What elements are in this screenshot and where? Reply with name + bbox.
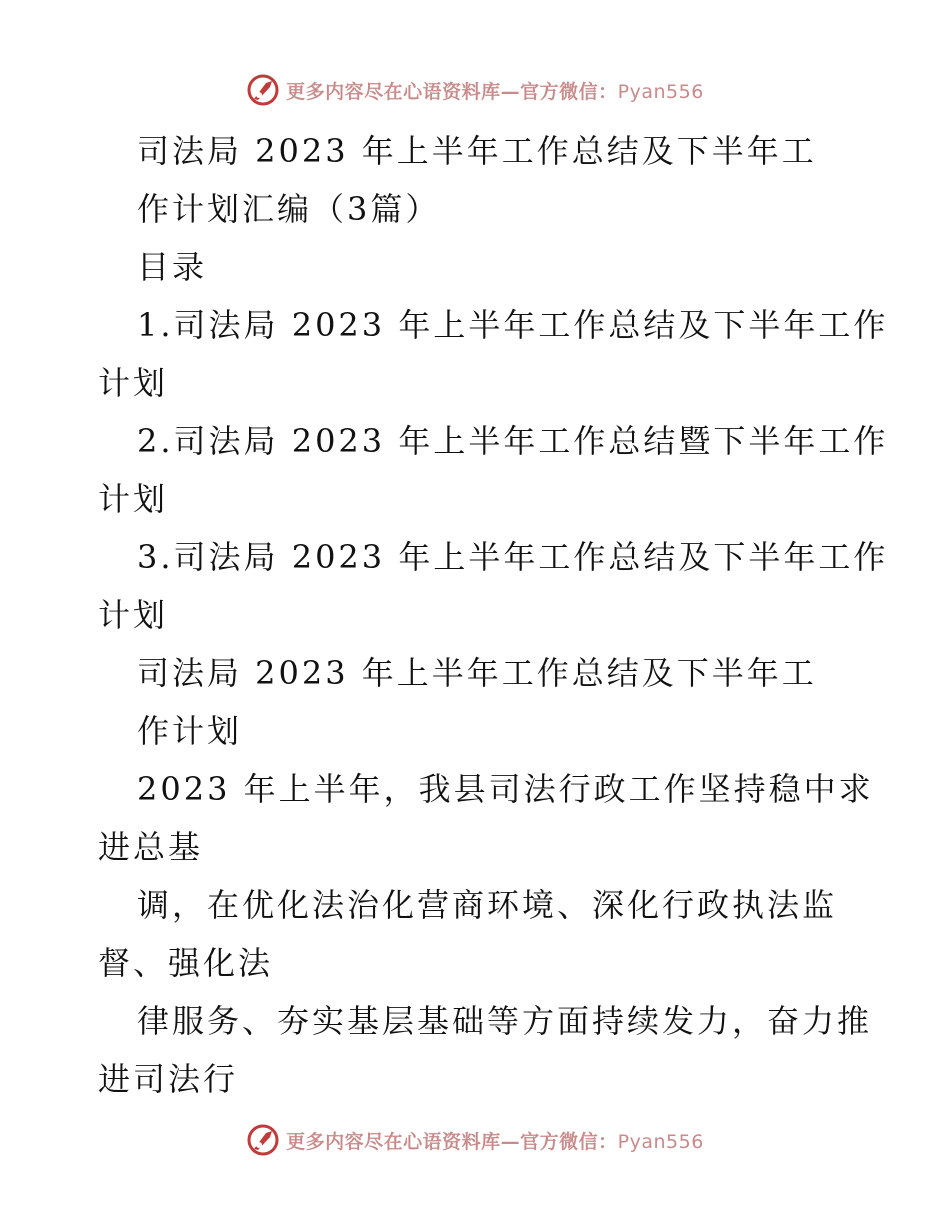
toc-heading: 目录 — [137, 248, 208, 286]
doc-title-line-1: 司法局 2023 年上半年工作总结及下半年工 — [137, 132, 817, 170]
paragraph-line-1: 2023 年上半年，我县司法行政工作坚持稳中求 — [137, 770, 874, 808]
paragraph-line-4: 督、强化法 — [98, 944, 274, 982]
toc-item-1: 1.司法局 2023 年上半年工作总结及下半年工作 — [137, 306, 889, 344]
header-watermark-text: 更多内容尽在心语资料库—官方微信：Pyan556 — [286, 80, 704, 103]
quill-logo-icon — [246, 1123, 280, 1157]
paragraph-line-5: 律服务、夯实基层基础等方面持续发力，奋力推 — [137, 1002, 873, 1040]
toc-item-2: 2.司法局 2023 年上半年工作总结暨下半年工作 — [137, 422, 889, 460]
quill-logo-icon — [246, 73, 280, 107]
doc-title-line-2: 作计划汇编（3篇） — [137, 190, 441, 228]
paragraph-line-6: 进司法行 — [98, 1060, 239, 1098]
header-watermark-banner — [0, 70, 950, 110]
toc-item-3-cont: 计划 — [98, 596, 169, 634]
footer-wechat-account: Pyan556 — [617, 1130, 704, 1153]
section-title-line-2: 作计划 — [137, 712, 243, 750]
header-wechat-account: Pyan556 — [617, 80, 704, 103]
paragraph-line-2: 进总基 — [98, 828, 204, 866]
toc-item-3: 3.司法局 2023 年上半年工作总结及下半年工作 — [137, 538, 889, 576]
toc-item-2-cont: 计划 — [98, 480, 169, 518]
document-body — [0, 122, 950, 1108]
paragraph-line-3: 调，在优化法治化营商环境、深化行政执法监 — [137, 886, 838, 924]
footer-watermark-text: 更多内容尽在心语资料库—官方微信：Pyan556 — [286, 1130, 704, 1153]
section-title-line-1: 司法局 2023 年上半年工作总结及下半年工 — [137, 654, 817, 692]
footer-watermark-banner — [0, 1120, 950, 1160]
toc-item-1-cont: 计划 — [98, 364, 169, 402]
